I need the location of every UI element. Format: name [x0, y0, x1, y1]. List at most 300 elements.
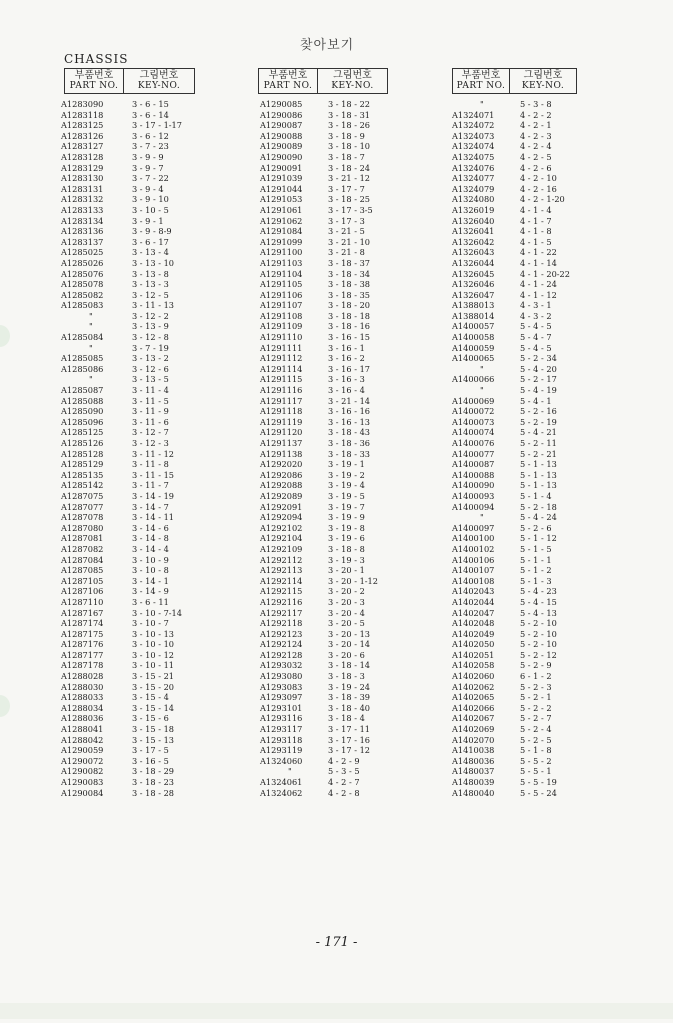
part-number: A1283129: [61, 162, 104, 173]
part-number: A1326047: [452, 289, 495, 300]
part-number: A1291100: [260, 247, 303, 258]
part-number: A1402050: [452, 639, 495, 650]
part-number: A1285025: [61, 247, 104, 258]
key-number: 5 - 2 - 3: [520, 681, 552, 692]
key-number: 3 - 20 - 13: [328, 628, 370, 639]
part-number: A1402065: [452, 692, 495, 703]
key-number: 3 - 10 - 10: [132, 639, 174, 650]
part-number: A1283130: [61, 173, 104, 184]
key-number: 3 - 10 - 9: [132, 554, 169, 565]
index-row: [61, 639, 195, 650]
index-column-3: [452, 68, 577, 798]
key-number: 3 - 16 - 4: [328, 385, 365, 396]
key-number: 4 - 2 - 1-20: [520, 194, 565, 205]
key-number: 3 - 9 - 10: [132, 194, 169, 205]
key-number: 5 - 4 - 15: [520, 596, 557, 607]
index-column-2: [258, 68, 388, 798]
index-row: [61, 130, 195, 142]
part-number: A1285083: [61, 300, 104, 311]
part-number: A1400090: [452, 480, 495, 491]
index-row: [61, 215, 195, 227]
part-number: A1285088: [61, 395, 104, 406]
index-row: [452, 173, 577, 184]
part-number: A1292104: [260, 533, 303, 544]
index-rows: [61, 99, 195, 798]
key-number: 3 - 18 - 38: [328, 279, 370, 290]
key-number: 3 - 14 - 11: [132, 512, 174, 523]
index-row: [452, 131, 577, 142]
index-row: [61, 268, 195, 280]
key-number: 3 - 21 - 10: [328, 236, 370, 247]
part-number: A1402049: [452, 628, 495, 639]
part-number: A1324061: [260, 777, 303, 787]
part-number: A1402062: [452, 681, 495, 692]
index-row: [258, 576, 388, 587]
index-row: [452, 586, 577, 597]
part-number: A1291119: [260, 416, 303, 427]
part-number: A1400094: [452, 501, 495, 512]
index-row: [61, 554, 195, 566]
part-number: A1292089: [260, 490, 303, 501]
part-number: A1293083: [260, 681, 303, 692]
key-number: 3 - 14 - 9: [132, 586, 169, 597]
key-number: 3 - 17 - 3: [328, 215, 365, 226]
part-number: A1324077: [452, 173, 495, 184]
index-row: [258, 99, 388, 110]
key-number: 3 - 19 - 7: [328, 501, 365, 512]
index-row: [258, 163, 388, 174]
part-number: ": [89, 321, 93, 332]
key-number: 5 - 5 - 2: [520, 755, 552, 766]
index-row: [452, 311, 577, 322]
index-row: [452, 713, 577, 724]
part-number: A1287081: [61, 533, 104, 544]
page-number: - 171 -: [315, 935, 358, 950]
index-row: [452, 449, 577, 460]
index-row: [452, 756, 577, 767]
part-number: ": [480, 385, 484, 396]
key-number: 3 - 18 - 31: [328, 109, 370, 120]
key-number: 3 - 13 - 3: [132, 279, 169, 290]
part-number: A1285129: [61, 459, 104, 470]
key-no-header: KEY-NO.: [521, 81, 565, 91]
key-no-header: KEY-NO.: [331, 81, 374, 91]
key-number: 3 - 15 - 21: [132, 671, 174, 682]
part-number: A1292086: [260, 469, 303, 480]
index-row: [61, 257, 195, 269]
part-number: A1402048: [452, 618, 495, 629]
key-number: 3 - 18 - 18: [328, 310, 370, 321]
key-number: 3 - 19 - 2: [328, 469, 365, 480]
part-number: A1293117: [260, 724, 303, 735]
index-row: [61, 681, 195, 693]
key-number: 3 - 18 - 39: [328, 692, 370, 703]
key-number: 4 - 2 - 5: [520, 151, 552, 162]
key-number: 3 - 9 - 7: [132, 162, 164, 173]
part-number: A1285090: [61, 406, 104, 417]
key-number: 5 - 2 - 10: [520, 618, 557, 629]
index-row: [61, 660, 195, 671]
key-number: 3 - 13 - 2: [132, 353, 169, 364]
index-row: [258, 491, 388, 502]
key-number: 3 - 18 - 29: [132, 766, 174, 777]
index-row: [61, 406, 195, 417]
key-number: 3 - 6 - 14: [132, 109, 169, 120]
key-number: 3 - 18 - 25: [328, 194, 370, 205]
part-number: A1288034: [61, 702, 104, 713]
index-row: [452, 459, 577, 470]
index-row: [452, 247, 577, 258]
index-row: [258, 480, 388, 491]
key-number: 3 - 12 - 7: [132, 427, 169, 438]
key-number: 3 - 18 - 24: [328, 162, 370, 173]
index-row: [61, 469, 195, 481]
part-number: A1288030: [61, 681, 104, 692]
part-number: A1324060: [260, 755, 303, 766]
index-row: [258, 735, 388, 746]
key-number: 3 - 18 - 8: [328, 543, 365, 554]
index-row: [258, 438, 388, 449]
key-number: 3 - 18 - 35: [328, 289, 370, 300]
index-row: [452, 555, 577, 566]
part-number: A1287178: [61, 660, 104, 671]
index-row: [452, 374, 577, 385]
part-number: A1402067: [452, 713, 495, 724]
key-number: 3 - 17 - 7: [328, 183, 365, 194]
index-row: [61, 194, 195, 205]
part-number: A1290087: [260, 120, 303, 131]
key-number: 3 - 18 - 43: [328, 427, 370, 438]
key-number: 5 - 1 - 4: [520, 490, 552, 501]
index-row: [452, 258, 577, 269]
key-number: 3 - 9 - 9: [132, 151, 164, 162]
part-number: A1293119: [260, 745, 303, 756]
index-rows: [452, 99, 577, 798]
part-number: A1285125: [61, 427, 104, 438]
part-number: ": [288, 766, 292, 777]
index-column-1: [61, 68, 195, 798]
part-number: A1291108: [260, 310, 303, 321]
part-number: A1291039: [260, 173, 303, 184]
part-number: A1287110: [61, 596, 104, 607]
part-number: A1400076: [452, 438, 495, 448]
index-row: [258, 131, 388, 142]
key-number: 3 - 17 - 3-5: [328, 204, 373, 215]
index-row: [61, 618, 195, 629]
key-number: 3 - 10 - 5: [132, 204, 169, 215]
key-number: 3 - 14 - 19: [132, 490, 174, 501]
key-number: 4 - 2 - 9: [328, 755, 360, 766]
index-row: [61, 533, 195, 544]
key-number: 3 - 11 - 12: [132, 448, 174, 459]
key-number: 3 - 15 - 18: [132, 724, 174, 735]
part-no-header-kr: 부품번호: [268, 70, 308, 81]
part-number: A1287075: [61, 490, 104, 501]
index-row: [258, 110, 388, 121]
index-row: [452, 152, 577, 163]
part-number: A1324075: [452, 151, 495, 162]
bottom-band: [0, 1003, 673, 1019]
key-number: 5 - 4 - 13: [520, 607, 557, 618]
index-row: [452, 237, 577, 248]
key-number: 3 - 14 - 7: [132, 501, 169, 512]
index-row: [258, 788, 388, 799]
part-number: A1324080: [452, 194, 495, 205]
part-number: A1290059: [61, 745, 104, 756]
key-number: 3 - 11 - 8: [132, 459, 169, 470]
part-number: A1291114: [260, 363, 303, 374]
key-number: 5 - 4 - 5: [520, 321, 552, 332]
key-number: 3 - 19 - 1: [328, 459, 365, 470]
part-no-header: PART NO.: [263, 81, 313, 91]
key-number: 3 - 7 - 22: [132, 173, 169, 184]
part-number: A1291118: [260, 406, 303, 417]
index-row: [452, 141, 577, 152]
index-row: [258, 565, 388, 576]
part-number: A1400058: [452, 332, 495, 343]
part-number: A1400074: [452, 427, 495, 438]
key-number: 3 - 14 - 8: [132, 533, 169, 544]
key-number: 3 - 18 - 4: [328, 713, 365, 724]
part-number: A1402051: [452, 649, 495, 660]
key-number: 5 - 2 - 6: [520, 522, 552, 533]
key-number: 3 - 18 - 22: [328, 99, 370, 109]
index-row: [61, 755, 195, 767]
index-row: [61, 226, 195, 237]
index-row: [452, 565, 577, 576]
index-row: [258, 470, 388, 481]
part-number: A1290088: [260, 130, 303, 141]
part-number: A1400073: [452, 416, 495, 427]
index-row: [452, 788, 577, 799]
key-number: 5 - 1 - 5: [520, 543, 552, 554]
index-row: [61, 777, 195, 788]
part-number: A1388013: [452, 300, 495, 311]
key-number: 3 - 17 - 5: [132, 745, 169, 756]
part-number: A1402069: [452, 724, 495, 735]
part-number: A1291137: [260, 438, 303, 448]
part-number: A1285086: [61, 363, 104, 374]
part-number: A1290090: [260, 151, 303, 162]
part-number: A1292109: [260, 543, 303, 554]
part-number: A1290086: [260, 109, 303, 120]
part-number: A1287085: [61, 565, 104, 576]
index-row: [452, 385, 577, 396]
part-number: A1290089: [260, 141, 303, 152]
part-number: A1291099: [260, 236, 303, 247]
part-number: A1285082: [61, 289, 104, 300]
key-number: 5 - 4 - 19: [520, 385, 557, 396]
index-row: [452, 660, 577, 671]
index-row: [61, 289, 195, 301]
key-number: 4 - 1 - 12: [520, 289, 557, 300]
key-number: 4 - 1 - 14: [520, 257, 557, 268]
part-number: A1285087: [61, 385, 104, 396]
key-number: 3 - 18 - 7: [328, 151, 365, 162]
part-number: A1291117: [260, 395, 303, 406]
index-row: [61, 766, 195, 777]
part-number: A1400087: [452, 459, 495, 470]
part-number: A1292118: [260, 618, 303, 629]
key-number: 4 - 3 - 2: [520, 310, 552, 321]
key-number: 4 - 2 - 7: [328, 777, 360, 787]
part-number: A1292123: [260, 628, 303, 639]
part-number: A1291107: [260, 300, 303, 311]
index-row: [258, 269, 388, 280]
index-row: [452, 639, 577, 650]
key-number: 3 - 12 - 3: [132, 438, 169, 448]
index-rows: [258, 99, 388, 798]
part-number: A1480037: [452, 766, 495, 777]
key-number: 3 - 19 - 3: [328, 554, 365, 565]
index-row: [61, 99, 195, 110]
part-number: A1480039: [452, 777, 495, 787]
index-row: [258, 396, 388, 407]
key-no-header-kr: 그림번호: [523, 70, 563, 81]
index-row: [258, 258, 388, 269]
index-row: [452, 205, 577, 216]
part-number: A1292124: [260, 639, 303, 650]
part-no-header-kr: 부품번호: [461, 70, 501, 81]
index-row: [452, 682, 577, 693]
part-number: A1326041: [452, 226, 495, 237]
index-row: [61, 151, 195, 163]
index-row: [452, 290, 577, 301]
part-number: A1285026: [61, 257, 104, 268]
index-row: [61, 141, 195, 152]
key-number: 3 - 20 - 2: [328, 586, 365, 597]
index-row: [452, 608, 577, 619]
index-row: [61, 575, 195, 587]
part-number: A1324072: [452, 120, 495, 131]
index-row: [61, 427, 195, 438]
key-number: 3 - 18 - 9: [328, 130, 365, 141]
part-number: A1400065: [452, 353, 495, 364]
part-number: A1293080: [260, 671, 303, 682]
part-number: A1292113: [260, 565, 303, 576]
column-header: [258, 68, 388, 94]
part-number: A1400100: [452, 533, 495, 544]
key-number: 4 - 1 - 5: [520, 236, 552, 247]
part-number: A1287080: [61, 522, 104, 533]
key-number: 3 - 20 - 14: [328, 639, 370, 650]
index-row: [258, 650, 388, 661]
part-number: A1291106: [260, 289, 303, 300]
index-row: [61, 109, 195, 121]
part-number: A1287106: [61, 586, 104, 597]
part-number: A1283090: [61, 99, 104, 109]
part-number: A1287175: [61, 628, 104, 639]
part-number: A1291062: [260, 215, 303, 226]
index-row: [258, 343, 388, 354]
index-row: [258, 120, 388, 131]
part-number: ": [89, 310, 93, 321]
key-number: 3 - 11 - 13: [132, 300, 174, 311]
index-row: [452, 576, 577, 587]
key-number: 3 - 18 - 28: [132, 787, 174, 798]
index-row: [452, 745, 577, 756]
key-number: 4 - 1 - 4: [520, 204, 552, 215]
key-number: 4 - 3 - 1: [520, 300, 552, 311]
index-row: [61, 596, 195, 608]
index-row: [258, 523, 388, 534]
part-number: A1287174: [61, 618, 104, 629]
part-number: A1292020: [260, 459, 303, 470]
part-number: A1388014: [452, 310, 495, 321]
index-row: [258, 417, 388, 428]
key-number: 3 - 15 - 14: [132, 702, 174, 713]
part-number: A1400107: [452, 565, 495, 576]
part-number: A1287105: [61, 575, 104, 586]
part-number: A1283127: [61, 141, 104, 152]
index-row: [61, 512, 195, 523]
key-number: 3 - 11 - 6: [132, 416, 169, 427]
key-number: 5 - 1 - 13: [520, 459, 557, 470]
key-number: 5 - 2 - 19: [520, 416, 557, 427]
part-number: A1326045: [452, 268, 495, 279]
key-number: 3 - 7 - 19: [132, 342, 169, 353]
index-row: [64, 374, 195, 385]
part-number: A1293118: [260, 734, 303, 745]
index-row: [61, 501, 195, 513]
key-number: 3 - 11 - 15: [132, 469, 174, 480]
key-number: 3 - 10 - 8: [132, 565, 169, 576]
part-number: A1291105: [260, 279, 303, 290]
index-row: [258, 502, 388, 513]
part-number: A1292114: [260, 575, 303, 586]
index-row: [452, 406, 577, 417]
key-number: 3 - 10 - 13: [132, 628, 174, 639]
key-no-header-kr: 그림번호: [333, 70, 372, 81]
index-row: [258, 597, 388, 608]
part-number: A1285076: [61, 268, 104, 279]
index-row: [452, 438, 577, 449]
column-header: [452, 68, 577, 94]
index-row: [452, 226, 577, 237]
part-number: A1290084: [61, 787, 104, 798]
part-number: A1400106: [452, 554, 495, 565]
key-number: 3 - 14 - 4: [132, 543, 169, 554]
key-number: 3 - 10 - 12: [132, 649, 174, 660]
index-row: [258, 152, 388, 163]
index-row: [452, 618, 577, 629]
index-row: [452, 216, 577, 227]
index-row: [61, 713, 195, 724]
key-number: 3 - 10 - 7-14: [132, 607, 182, 618]
index-row: [258, 247, 388, 258]
key-number: 3 - 18 - 14: [328, 660, 370, 671]
index-row: [61, 586, 195, 597]
index-row: [61, 448, 195, 460]
key-number: 3 - 6 - 15: [132, 99, 169, 109]
part-number: A1400108: [452, 575, 495, 586]
index-row: [61, 480, 195, 491]
index-row: [452, 396, 577, 407]
index-row: [452, 735, 577, 746]
index-row: [61, 787, 195, 799]
part-number: ": [89, 374, 93, 385]
index-row: [258, 353, 388, 364]
key-number: 3 - 14 - 6: [132, 522, 169, 533]
index-row: [258, 332, 388, 343]
key-number: 5 - 4 - 21: [520, 427, 557, 438]
part-number: A1400077: [452, 448, 495, 459]
key-number: 4 - 2 - 2: [520, 109, 552, 120]
key-number: 3 - 17 - 12: [328, 745, 370, 756]
part-number: A1283125: [61, 120, 104, 131]
part-number: A1283128: [61, 151, 104, 162]
index-row: [258, 279, 388, 290]
